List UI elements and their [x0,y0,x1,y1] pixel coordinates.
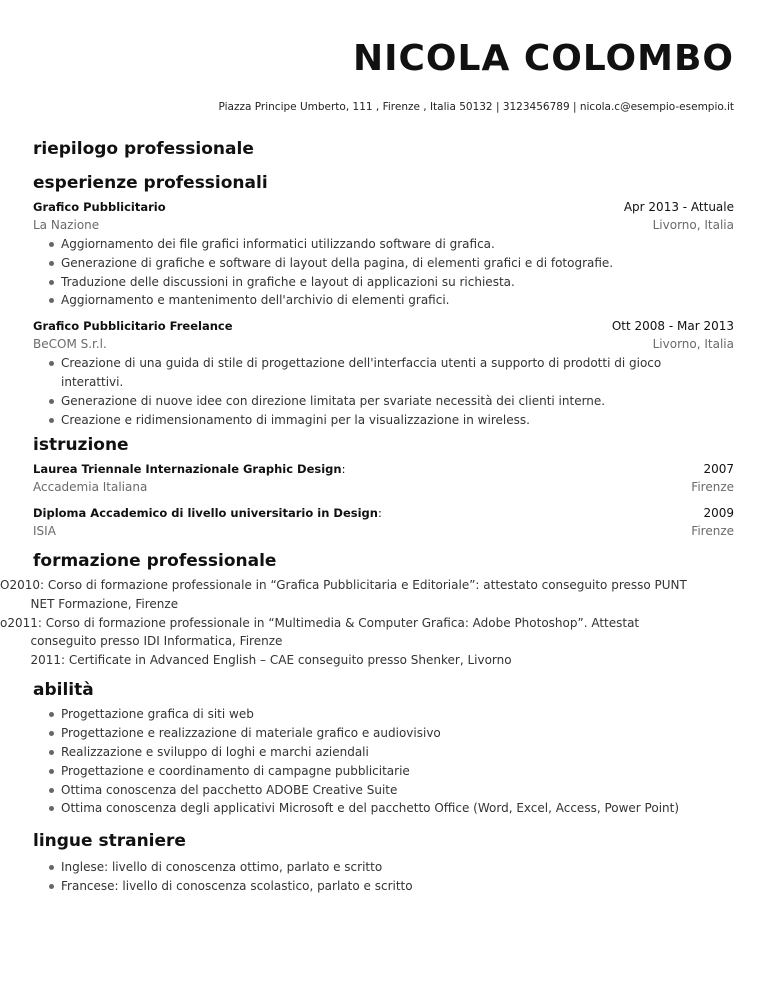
skills-list [33,705,734,818]
section-title-languages: lingue straniere [33,831,186,852]
training-line: o2011: Corso di formazione professionale in “Multimedia & Computer Grafica: Adobe Photoshop”. Attestat [0,615,640,630]
job-dates: Ott 2008 - Mar 2013 [611,319,734,334]
training-line: NET Formazione, Firenze [0,596,179,611]
list-item: Aggiornamento e mantenimento dell'archivio di elementi grafici. [61,291,734,310]
job-dates: Apr 2013 - Attuale [623,200,734,214]
job-title: Grafico Pubblicitario [33,200,166,214]
list-item-continuation: interattivi. [61,374,124,389]
candidate-name: NICOLA COLOMBO [352,38,734,79]
job-title: Grafico Pubblicitario Freelance [33,319,233,334]
job-duties [33,354,734,429]
education-entry [33,460,734,497]
list-item: Inglese: livello di conoscenza ottimo, parlato e scritto [61,858,734,877]
job-location: Livorno, Italia [652,337,734,352]
school-name: ISIA [33,524,56,539]
degree-year: 2009 [703,506,734,521]
experience-entry [33,198,734,310]
school-location: Firenze [691,480,734,495]
school-name: Accademia Italiana [33,480,148,495]
job-duties [33,235,734,310]
degree-title: Laurea Triennale Internazionale Graphic Design [33,462,342,477]
degree-title: Diploma Accademico di livello universitario in Design [33,506,378,521]
section-title-experience: esperienze professionali [33,173,268,193]
company-name: BeCOM S.r.l. [33,337,107,352]
education-entry [33,504,734,541]
list-item: Ottima conoscenza del pacchetto ADOBE Creative Suite [61,781,734,800]
experience-entry [33,317,734,429]
school-location: Firenze [691,524,734,539]
list-item: Creazione e ridimensionamento di immagini per la visualizzazione in wireless. [61,411,734,430]
training-list [0,576,740,669]
company-name: La Nazione [33,218,100,232]
section-title-skills: abilità [33,680,94,701]
list-item: Realizzazione e sviluppo di loghi e marchi aziendali [61,743,734,762]
list-item: Generazione di nuove idee con direzione limitata per svariate necessità dei clienti interne. [61,392,734,411]
training-line: 2011: Certificate in Advanced English – CAE conseguito presso Shenker, Livorno [0,652,512,667]
list-item: Progettazione e realizzazione di materiale grafico e audiovisivo [61,724,734,743]
list-item: Progettazione grafica di siti web [61,705,734,724]
section-title-education: istruzione [33,435,129,456]
degree-year: 2007 [703,462,734,477]
list-item: Progettazione e coordinamento di campagne pubblicitarie [61,762,734,781]
list-item: Traduzione delle discussioni in grafiche e layout di applicazioni su richiesta. [61,273,734,292]
degree-colon: : [377,506,382,521]
degree-colon: : [341,462,346,477]
section-title-training: formazione professionale [33,551,277,572]
languages-list [33,858,734,896]
training-line: O2010: Corso di formazione professionale in “Grafica Pubblicitaria e Editoriale”: attestato conseguito presso PUNT [0,578,687,593]
resume-content [0,138,734,896]
list-item: Aggiornamento dei file grafici informatici utilizzando software di grafica. [61,235,734,254]
training-line: conseguito presso IDI Informatica, Firenze [0,634,283,649]
list-item: Creazione di una guida di stile di progettazione dell'interfaccia utenti a supporto di prodotti di gioco [61,354,734,373]
list-item: Francese: livello di conoscenza scolastico, parlato e scritto [61,877,734,896]
list-item: Ottima conoscenza degli applicativi Microsoft e del pacchetto Office (Word, Excel, Access, Power Point) [61,799,734,818]
job-location: Livorno, Italia [652,218,734,232]
section-title-summary: riepilogo professionale [33,139,254,159]
contact-info: Piazza Principe Umberto, 111 , Firenze , Italia 50132 | 3123456789 | nicola.c@esempio-esempio.it [218,101,734,113]
list-item: Generazione di grafiche e software di layout della pagina, di elementi grafici e di fotografie. [61,254,734,273]
